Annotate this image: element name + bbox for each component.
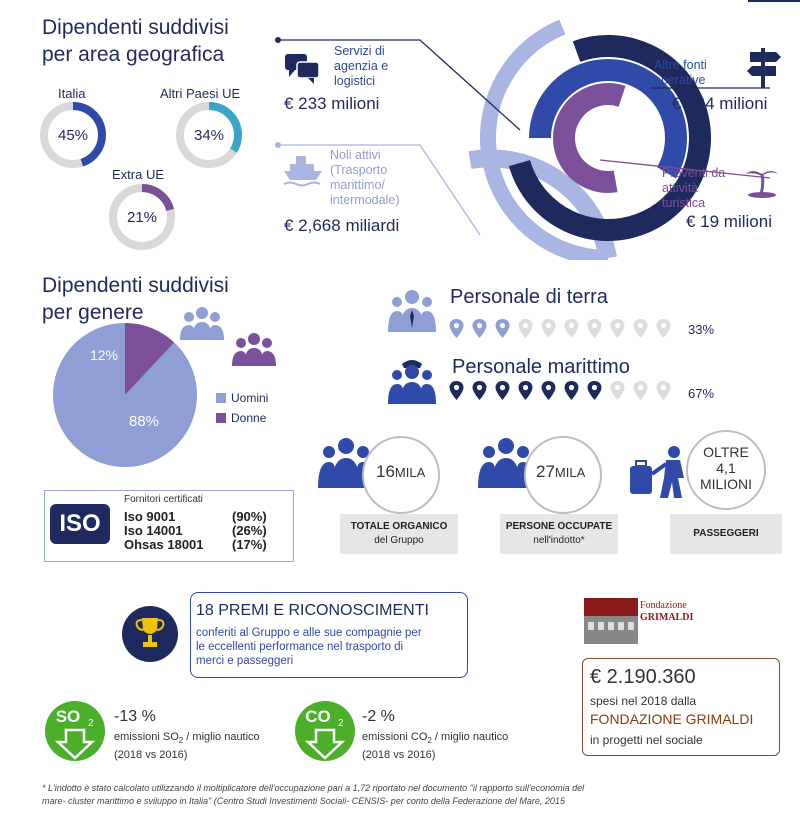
iso-badge: ISO — [50, 504, 110, 544]
geo-title-line1: Dipendenti suddivisi — [42, 16, 229, 39]
rev-altre-line2: operative — [654, 73, 706, 87]
arc-proventi — [557, 87, 659, 189]
so2-desc-pre: emissioni SO — [114, 731, 179, 743]
group-women-icon — [232, 330, 276, 370]
legend-men-label: Uomini — [231, 391, 269, 405]
co2-desc-post: / miglio nautico — [431, 731, 509, 743]
kpi-indotto-label — [500, 514, 618, 554]
rev-proventi-line2: attività — [662, 181, 699, 195]
awards-text-line2: le eccellenti performance nel trasporto di — [196, 641, 404, 653]
rev-noli-line3: marittimo/ — [330, 178, 385, 192]
awards-title: 18 PREMI E RICONOSCIMENTI — [196, 602, 429, 619]
foundation-line3: in progetti nel sociale — [590, 733, 703, 747]
fondazione-logo — [584, 598, 638, 644]
rev-noli-line4: intermodale) — [330, 193, 400, 207]
awards-text-line1: conferiti al Gruppo e alle sue compagnie per — [196, 627, 422, 639]
kpi-organico-label-line2: del Gruppo — [374, 535, 424, 546]
geo-title-line2: per area geografica — [42, 43, 225, 66]
pin-filled-icon — [586, 380, 603, 401]
pin-filled-icon — [471, 318, 488, 339]
gender-pie — [50, 320, 200, 470]
pie-label-women: 12% — [89, 347, 119, 363]
fondazione-logo-text — [640, 600, 693, 624]
pin-empty-icon — [632, 318, 649, 339]
legend-women — [216, 408, 268, 428]
pin-filled-icon — [540, 380, 557, 401]
ground-staff-icon — [388, 288, 436, 334]
ring-value-altri-ue: 34% — [193, 127, 225, 144]
rev-proventi-label — [662, 166, 725, 211]
pin-empty-icon — [655, 318, 672, 339]
rev-altre-line1: Altre fonti — [654, 58, 707, 72]
sea-staff-pins — [448, 380, 678, 406]
rev-servizi-line1: Servizi di — [334, 44, 385, 58]
gender-title-line1: Dipendenti suddivisi — [42, 274, 229, 297]
iso-row — [124, 524, 267, 538]
chat-bubbles-icon — [284, 52, 322, 86]
iso-row-name: Ohsas 18001 — [124, 537, 204, 552]
ring-value-extra-ue: 21% — [126, 209, 158, 226]
rev-servizi-label — [334, 44, 388, 89]
kpi-indotto-unit: MILA — [554, 465, 586, 480]
iso-row-pct: (90%) — [232, 509, 267, 524]
kpi-organico-label — [340, 514, 458, 554]
pin-empty-icon — [586, 318, 603, 339]
co2-badge-sub: 2 — [338, 718, 344, 729]
ground-staff-title: Personale di terra — [450, 286, 608, 308]
so2-badge-sub: 2 — [88, 718, 94, 729]
kpi-organico-value: 16 — [376, 462, 395, 481]
pin-empty-icon — [563, 318, 580, 339]
ground-staff-pct: 33% — [688, 322, 715, 337]
pin-empty-icon — [609, 318, 626, 339]
so2-desc — [114, 730, 260, 762]
co2-value: -2 % — [362, 708, 395, 725]
pin-filled-icon — [448, 318, 465, 339]
ring-italia — [38, 100, 108, 170]
palm-island-icon — [744, 164, 780, 198]
so2-desc-post: / miglio nautico — [183, 731, 260, 743]
co2-desc-line — [362, 730, 508, 748]
pin-empty-icon — [609, 380, 626, 401]
so2-value: -13 % — [114, 708, 156, 725]
rev-proventi-line1: Proventi da — [662, 166, 726, 180]
kpi-passengers-line2: 4,1 — [716, 460, 736, 476]
pin-empty-icon — [540, 318, 557, 339]
so2-badge-text: SO — [55, 707, 81, 726]
fondazione-logo-line2: GRIMALDI — [640, 612, 694, 623]
sea-staff-icon — [388, 356, 436, 406]
fondazione-logo-line1: Fondazione — [640, 600, 687, 611]
sea-staff-pct: 67% — [688, 386, 715, 401]
signpost-icon — [746, 44, 782, 88]
iso-row-name: Iso 14001 — [124, 523, 183, 538]
awards-text — [196, 626, 422, 668]
pin-filled-icon — [563, 380, 580, 401]
kpi-indotto-number — [536, 462, 585, 482]
co2-period: (2018 vs 2016) — [362, 749, 436, 762]
foundation-name: FONDAZIONE GRIMALDI — [590, 711, 754, 727]
gender-legend — [216, 388, 268, 428]
kpi-organico-number — [376, 462, 425, 482]
iso-row — [124, 510, 267, 524]
ground-staff-pins — [448, 318, 678, 344]
foundation-line1: spesi nel 2018 dalla — [590, 694, 697, 708]
pie-label-men: 88% — [128, 413, 160, 430]
pin-empty-icon — [655, 380, 672, 401]
legend-women-label: Donne — [231, 411, 267, 425]
kpi-indotto-label-line1: PERSONE OCCUPATE — [505, 521, 613, 532]
rev-noli-value: € 2,668 miliardi — [284, 216, 400, 235]
co2-desc-sub: 2 — [427, 736, 432, 746]
legend-men — [216, 388, 268, 408]
so2-period: (2018 vs 2016) — [114, 749, 188, 762]
rev-servizi-line2: agenzia e — [334, 59, 389, 73]
kpi-organico-unit: MILA — [394, 465, 426, 480]
pin-filled-icon — [494, 318, 511, 339]
pin-filled-icon — [448, 380, 465, 401]
rev-noli-line1: Noli attivi — [330, 148, 381, 162]
footnote-line2: mare- cluster marittimo e sviluppo in Italia" (Centro Studi Investimenti Sociali- CENSIS- per conto della Federazione del Mare, 2015 — [42, 796, 565, 806]
ring-altri-ue — [174, 100, 244, 170]
rev-servizi-line3: logistici — [334, 74, 375, 88]
ring-label-extra-ue: Extra UE — [112, 167, 165, 182]
rev-proventi-value: € 19 milioni — [686, 212, 772, 231]
so2-reduction-icon — [44, 700, 106, 762]
kpi-passengers-icon — [628, 444, 694, 500]
iso-row — [124, 538, 267, 552]
iso-row-pct: (17%) — [232, 537, 267, 552]
awards-text-line3: merci e passeggeri — [196, 655, 294, 667]
ring-label-altri-ue: Altri Paesi UE — [160, 86, 241, 101]
ship-icon — [282, 154, 324, 190]
gender-title-line2: per genere — [42, 301, 144, 324]
iso-row-name: Iso 9001 — [124, 509, 176, 524]
sea-staff-title: Personale marittimo — [452, 356, 630, 378]
kpi-passengers-number — [686, 444, 766, 492]
rev-proventi-line3: turistica — [662, 196, 706, 210]
footnote-line1: * L'indotto è stato calcolato utilizzando il moltiplicatore dell'occupazione pari a 1,72 riportato nel documento "il rapporto sull'economia del — [42, 783, 585, 793]
foundation-amount: € 2.190.360 — [590, 666, 696, 688]
rev-altre-label — [654, 58, 707, 88]
iso-row-pct: (26%) — [232, 523, 267, 538]
kpi-passengers-line3: MILIONI — [699, 476, 753, 492]
co2-reduction-icon — [294, 700, 356, 762]
kpi-organico-label-line1: TOTALE ORGANICO — [350, 521, 448, 532]
rev-noli-line2: (Trasporto — [330, 163, 388, 177]
rev-servizi-value: € 233 milioni — [284, 94, 380, 113]
pin-empty-icon — [517, 318, 534, 339]
iso-list — [124, 510, 267, 552]
co2-desc-pre: emissioni CO — [362, 731, 428, 743]
so2-desc-line — [114, 730, 260, 748]
top-right-rule — [748, 0, 800, 2]
ring-value-italia: 45% — [57, 127, 89, 144]
pin-filled-icon — [494, 380, 511, 401]
ring-extra-ue — [107, 182, 177, 252]
rev-noli-label — [330, 148, 399, 208]
co2-badge-text: CO — [305, 707, 331, 726]
rev-altre-value: € 124 milioni — [672, 94, 768, 113]
so2-desc-sub: 2 — [178, 736, 184, 746]
kpi-passengers-label: PASSEGGERI — [670, 514, 782, 554]
pin-filled-icon — [471, 380, 488, 401]
footnote — [42, 782, 584, 808]
trophy-icon — [134, 614, 166, 654]
pin-empty-icon — [632, 380, 649, 401]
pin-filled-icon — [517, 380, 534, 401]
geo-title — [42, 14, 229, 68]
ring-label-italia: Italia — [58, 86, 86, 101]
kpi-indotto-value: 27 — [536, 462, 555, 481]
iso-heading: Fornitori certificati — [124, 494, 203, 505]
kpi-passengers-line1: OLTRE — [703, 444, 749, 460]
kpi-indotto-label-line2: nell'indotto* — [533, 535, 585, 546]
co2-desc — [362, 730, 508, 762]
